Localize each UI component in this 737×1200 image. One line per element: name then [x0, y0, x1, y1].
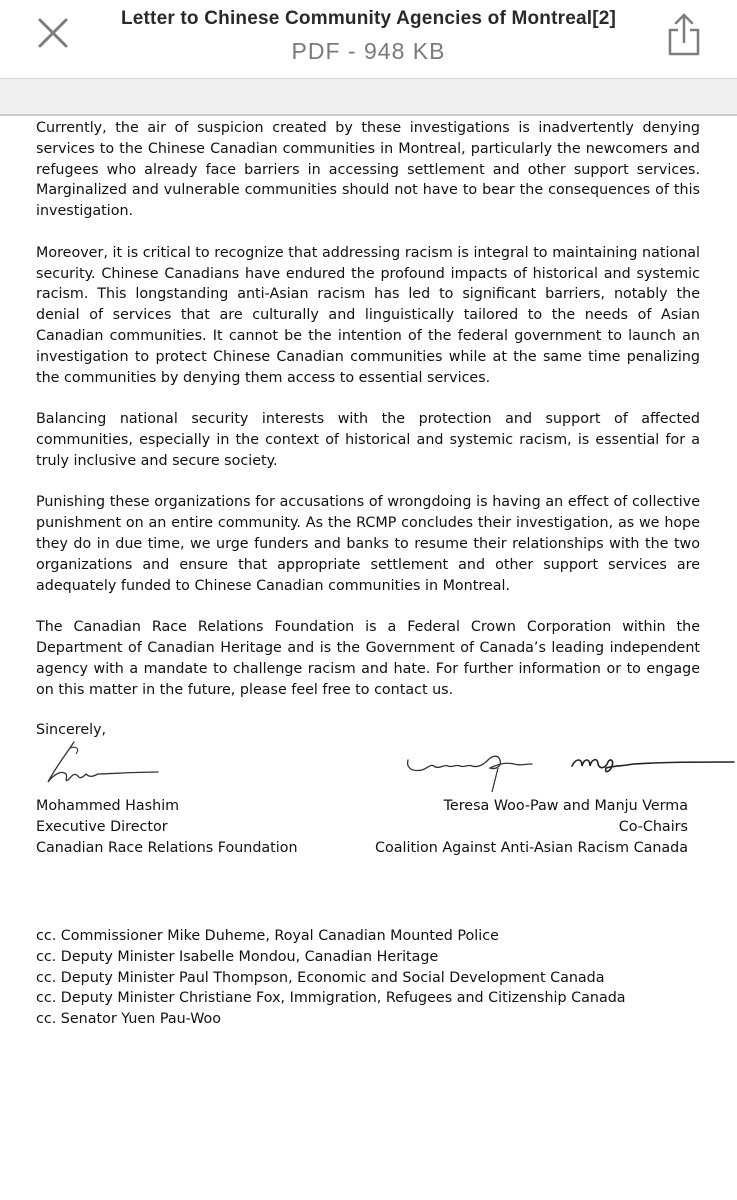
- signatory-right-org: Coalition Against Anti-Asian Racism Canada: [375, 839, 688, 856]
- paragraph-1: Currently, the air of suspicion created by these investigations is inadvertently denying services to the Chinese Canadian communities in Montreal, particularly the newcomers and refugees who already face barriers in accessing settlement and other support services. Marginalized and vulnerable communities should not have to bear the consequences of this investigation.: [36, 120, 700, 220]
- letter-body: [36, 118, 700, 721]
- signature-hashim-image: [40, 734, 170, 790]
- cc-list: [36, 926, 700, 1030]
- signature-woo-paw-image: [402, 742, 552, 794]
- page-separator: [0, 78, 737, 116]
- paragraph-2: Moreover, it is critical to recognize that addressing racism is integral to maintaining national security. Chinese Canadians have endured the profound impacts of historical and systemic racism. This longstanding anti-Asian racism has led to significant barriers, notably the denial of services that are culturally and linguistically tailored to the needs of Asian Canadian communities. It cannot be the intention of the federal government to launch an investigation to protect Chinese Canadian communities while at the same time penalizing the communities by denying them access to essential services.: [36, 244, 700, 386]
- cc-item: cc. Commissioner Mike Duheme, Royal Canadian Mounted Police: [36, 928, 499, 944]
- paragraph-5: The Canadian Race Relations Foundation is a Federal Crown Corporation within the Department of Canadian Heritage and is the Government of Canada’s leading independent agency with a mandate to challenge racism and hate. For further information or to engage on this matter in the future, please feel free to contact us.: [36, 619, 700, 698]
- signature-section: [36, 720, 700, 860]
- signatory-left-title: Executive Director: [36, 818, 168, 835]
- document-title: Letter to Chinese Community Agencies of Montreal[2]: [120, 8, 617, 29]
- share-button[interactable]: [662, 12, 706, 56]
- document-file-info: PDF - 948 KB: [291, 38, 446, 64]
- close-button[interactable]: [34, 14, 72, 52]
- signatory-right-title: Co-Chairs: [618, 818, 688, 835]
- signatory-left: [36, 796, 298, 858]
- close-icon: [34, 14, 72, 52]
- cc-item: cc. Deputy Minister Paul Thompson, Economic and Social Development Canada: [36, 969, 605, 986]
- paragraph-3: Balancing national security interests with the protection and support of affected communities, especially in the context of historical and systemic racism, is essential for a truly inclusive and secure society.: [36, 411, 700, 469]
- share-icon: [662, 12, 706, 56]
- paragraph-4: Punishing these organizations for accusations of wrongdoing is having an effect of collective punishment on an entire community. As the RCMP concludes their investigation, as we hope they do in due time, we urge funders and banks to resume their relationships with the two organizations and ensure that appropriate settlement and other support services are adequately funded to Chinese Canadian communities in Montreal.: [36, 494, 700, 594]
- cc-item: cc. Deputy Minister Isabelle Mondou, Canadian Heritage: [36, 948, 439, 965]
- closing-text: Sincerely,: [36, 722, 107, 738]
- signatory-left-org: Canadian Race Relations Foundation: [36, 839, 298, 856]
- signature-verma-image: [566, 746, 736, 782]
- signatory-right-name: Teresa Woo-Paw and Manju Verma: [443, 798, 688, 814]
- signatory-left-name: Mohammed Hashim: [36, 798, 180, 814]
- signatory-right: [375, 796, 688, 858]
- cc-item: cc. Deputy Minister Christiane Fox, Immigration, Refugees and Citizenship Canada: [36, 990, 626, 1007]
- document-viewer-header: [0, 0, 737, 78]
- cc-item: cc. Senator Yuen Pau-Woo: [36, 1011, 222, 1028]
